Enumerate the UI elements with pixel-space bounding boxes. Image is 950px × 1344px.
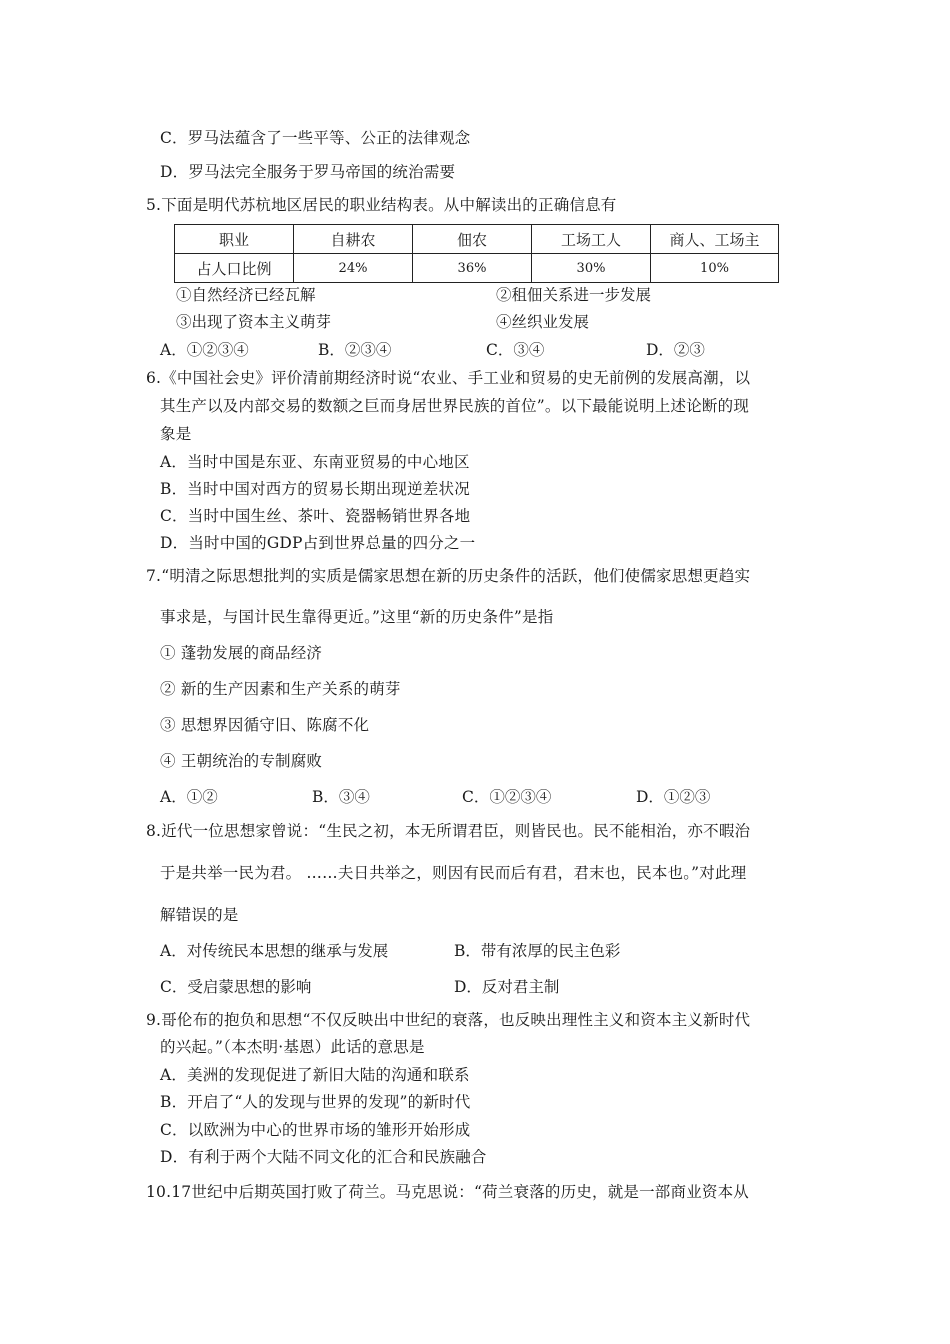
- table-cell: 24%: [294, 254, 413, 283]
- q5-item-1: ①自然经济已经瓦解: [176, 286, 316, 304]
- table-header-row: [175, 225, 779, 254]
- table-header-cell: 佃农: [413, 225, 532, 254]
- q8-option-c: C．受启蒙思想的影响: [160, 978, 312, 996]
- q7-option-c: C．①②③④: [462, 788, 552, 806]
- q5-item-4: ④丝织业发展: [496, 313, 590, 331]
- q8-stem-line3: 解错误的是: [160, 906, 239, 924]
- q8-option-d: D．反对君主制: [454, 978, 560, 996]
- table-row: [175, 254, 779, 283]
- q8-option-a: A．对传统民本思想的继承与发展: [160, 942, 389, 960]
- q6-option-b: B．当时中国对西方的贸易长期出现逆差状况: [160, 480, 470, 498]
- q7-stem-line1: 7.“明清之际思想批判的实质是儒家思想在新的历史条件的活跃，他们使儒家思想更趋实: [146, 567, 751, 585]
- table-cell: 30%: [532, 254, 651, 283]
- q6-stem-line2: 其生产以及内部交易的数额之巨而身居世界民族的首位”。以下最能说明上述论断的现: [160, 397, 750, 415]
- table-row-label: 占人口比例: [175, 254, 294, 283]
- q5-option-c: C．③④: [486, 341, 545, 359]
- table-header-cell: 商人、工场主: [651, 225, 779, 254]
- q4-option-c: C．罗马法蕴含了一些平等、公正的法律观念: [160, 129, 471, 147]
- q9-stem-line1: 9.哥伦布的抱负和思想“不仅反映出中世纪的衰落，也反映出理性主义和资本主义新时代: [146, 1011, 751, 1029]
- table-header-cell: 自耕农: [294, 225, 413, 254]
- q4-option-d: D．罗马法完全服务于罗马帝国的统治需要: [160, 163, 456, 181]
- q7-option-d: D．①②③: [636, 788, 711, 806]
- q7-option-b: B．③④: [312, 788, 370, 806]
- q5-option-a: A．①②③④: [160, 341, 249, 359]
- occupation-table: [174, 224, 779, 283]
- q9-option-c: C．以欧洲为中心的世界市场的雏形开始形成: [160, 1121, 471, 1139]
- q5-item-2: ②租佃关系进一步发展: [496, 286, 652, 304]
- q5-item-3: ③出现了资本主义萌芽: [176, 313, 332, 331]
- q6-option-c: C．当时中国生丝、茶叶、瓷器畅销世界各地: [160, 507, 471, 525]
- q5-option-b: B．②③④: [318, 341, 392, 359]
- q7-item-4: ④ 王朝统治的专制腐败: [160, 752, 323, 770]
- table-cell: 10%: [651, 254, 779, 283]
- q6-option-a: A．当时中国是东亚、东南亚贸易的中心地区: [160, 453, 470, 471]
- q9-option-d: D．有利于两个大陆不同文化的汇合和民族融合: [160, 1148, 487, 1166]
- q10-stem-line1: 10.17世纪中后期英国打败了荷兰。马克思说：“荷兰衰落的历史，就是一部商业资本从: [146, 1183, 749, 1201]
- q9-stem-line2: 的兴起。”（本杰明·基恩）此话的意思是: [160, 1038, 425, 1056]
- q6-stem-line1: 6.《中国社会史》评价清前期经济时说“农业、手工业和贸易的史无前例的发展高潮，以: [146, 369, 751, 387]
- q7-item-3: ③ 思想界因循守旧、陈腐不化: [160, 716, 370, 734]
- q5-stem: 5.下面是明代苏杭地区居民的职业结构表。从中解读出的正确信息有: [146, 196, 617, 214]
- q7-stem-line2: 事求是，与国计民生靠得更近。”这里“新的历史条件”是指: [160, 608, 554, 626]
- q9-option-a: A．美洲的发现促进了新旧大陆的沟通和联系: [160, 1066, 470, 1084]
- q9-option-b: B．开启了“人的发现与世界的发现”的新时代: [160, 1093, 471, 1111]
- q8-stem-line2: 于是共举一民为君。 ……夫日共举之，则因有民而后有君，君末也，民本也。”对此理: [160, 864, 747, 882]
- q8-option-b: B．带有浓厚的民主色彩: [454, 942, 621, 960]
- q6-stem-line3: 象是: [160, 425, 192, 443]
- q6-option-d: D．当时中国的GDP占到世界总量的四分之一: [160, 534, 476, 552]
- table-header-cell: 职业: [175, 225, 294, 254]
- q7-item-2: ② 新的生产因素和生产关系的萌芽: [160, 680, 401, 698]
- table-cell: 36%: [413, 254, 532, 283]
- q7-option-a: A．①②: [160, 788, 218, 806]
- q8-stem-line1: 8.近代一位思想家曾说：“生民之初，本无所谓君臣，则皆民也。民不能相治，亦不暇治: [146, 822, 751, 840]
- q5-option-d: D．②③: [646, 341, 705, 359]
- table-header-cell: 工场工人: [532, 225, 651, 254]
- q7-item-1: ① 蓬勃发展的商品经济: [160, 644, 323, 662]
